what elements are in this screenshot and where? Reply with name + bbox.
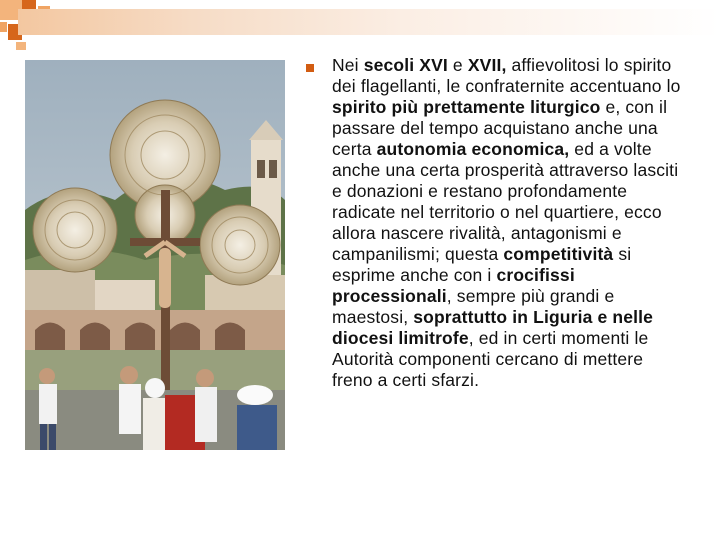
corner-square bbox=[16, 42, 26, 50]
square-bullet-icon bbox=[306, 64, 314, 72]
bold-text-run: crocifissi processionali bbox=[332, 265, 575, 306]
text-run: Nei bbox=[332, 55, 364, 75]
text-run: e, con il passare del tempo acquistano anche una certa bbox=[332, 97, 668, 159]
text-run: si esprime anche con i bbox=[332, 244, 632, 285]
bold-text-run: XVII, bbox=[467, 55, 507, 75]
text-run: , ed in certi momenti le Autorità componenti cercano di mettere freno a certi sfarzi. bbox=[332, 328, 649, 390]
bold-text-run: competitività bbox=[503, 244, 614, 264]
bold-text-run: spirito più prettamente liturgico bbox=[332, 97, 601, 117]
bold-text-run: autonomia economica, bbox=[376, 139, 570, 159]
text-run: affievolitosi lo spirito dei flagellanti, le confraternite accentuano lo bbox=[332, 55, 681, 96]
text-run: ed a volte anche una certa prosperità attraverso lasciti e donazioni e restano profondamente radicate nel territorio o nel quartiere, ecco allora nascere rivalità, antagonismi e campanilismi; questa bbox=[332, 139, 679, 264]
text-run: e bbox=[447, 55, 468, 75]
title-bar-gradient bbox=[18, 9, 720, 35]
body-paragraph bbox=[332, 55, 687, 391]
bold-text-run: secoli XVI bbox=[363, 55, 448, 75]
corner-square bbox=[0, 22, 7, 32]
bold-text-run: soprattutto in Liguria e nelle diocesi limitrofe bbox=[332, 307, 654, 348]
procession-photo bbox=[25, 60, 285, 450]
text-run: , sempre più grandi e maestosi, bbox=[332, 286, 615, 327]
